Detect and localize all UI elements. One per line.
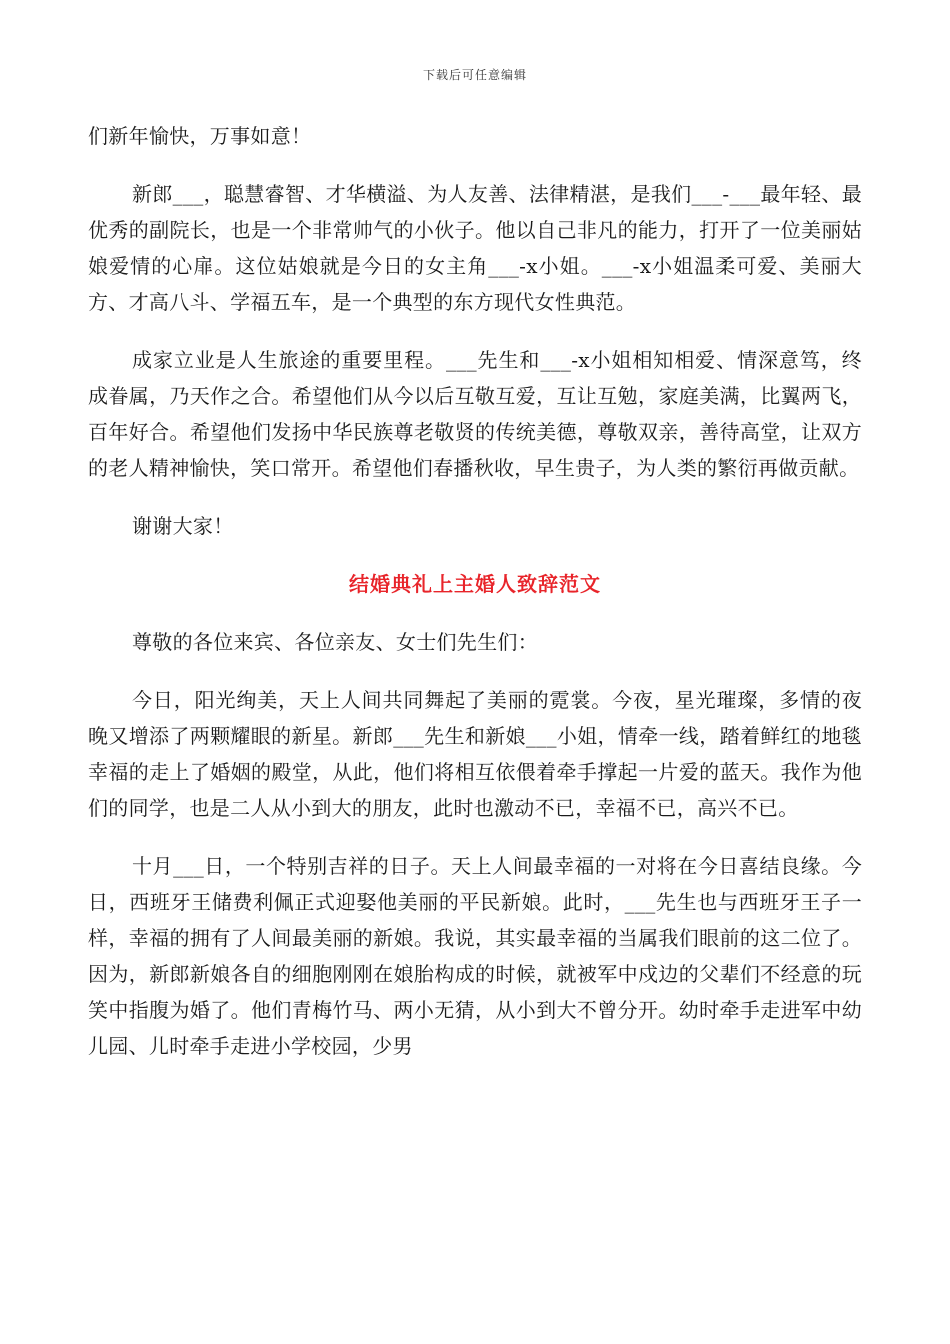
paragraph-salutation: 尊敬的各位来宾、各位亲友、女士们先生们：: [132, 630, 538, 654]
paragraph-closing-greeting: 们新年愉快，万事如意！: [88, 124, 312, 148]
document-body: [88, 118, 862, 1064]
section-title: 结婚典礼上主婚人致辞范文: [349, 572, 601, 596]
paragraph-thanks: 谢谢大家！: [132, 514, 234, 538]
page-header: 下载后可任意编辑: [422, 68, 527, 82]
paragraph-groom-bride-intro: 新郎___，聪慧睿智、才华横溢、为人友善、法律精湛，是我们___-___最年轻、最优秀的副院长，也是一个非常帅气的小伙子。他以自己非凡的能力，打开了一位美丽姑娘爱情的心扉。这位姑娘就是今日的女主角___-x小姐。___-x小姐温柔可爱、美丽大方、才高八斗、学福五车，是一个典型的东方现代女性典范。: [88, 182, 862, 314]
paragraph-auspicious-day: 十月___日，一个特别吉祥的日子。天上人间最幸福的一对将在今日喜结良缘。今日，西班牙王储费利佩正式迎娶他美丽的平民新娘。此时，___先生也与西班牙王子一样，幸福的拥有了人间最美丽的新娘。我说，其实最幸福的当属我们眼前的这二位了。因为，新郎新娘各自的细胞刚刚在娘胎构成的时候，就被军中戍边的父辈们不经意的玩笑中指腹为婚了。他们青梅竹马、两小无猜，从小到大不曾分开。幼时牵手走进军中幼儿园、儿时牵手走进小学校园，少男: [88, 854, 862, 1058]
paragraph-blessings: 成家立业是人生旅途的重要里程。___先生和___-x小姐相知相爱、情深意笃，终成眷属，乃天作之合。希望他们从今以后互敬互爱，互让互勉，家庭美满，比翼两飞，百年好合。希望他们发扬中华民族尊老敬贤的传统美德，尊敬双亲，善待高堂，让双方的老人精神愉快，笑口常开。希望他们春播秋收，早生贵子，为人类的繁衍再做贡献。: [88, 348, 862, 480]
paragraph-celebration: 今日，阳光绚美，天上人间共同舞起了美丽的霓裳。今夜，星光璀璨，多情的夜晚又增添了两颗耀眼的新星。新郎___先生和新娘___小姐，情牵一线，踏着鲜红的地毯幸福的走上了婚姻的殿堂，从此，他们将相互依偎着牵手撑起一片爱的蓝天。我作为他们的同学，也是二人从小到大的朋友，此时也激动不已，幸福不已，高兴不已。: [88, 688, 862, 820]
